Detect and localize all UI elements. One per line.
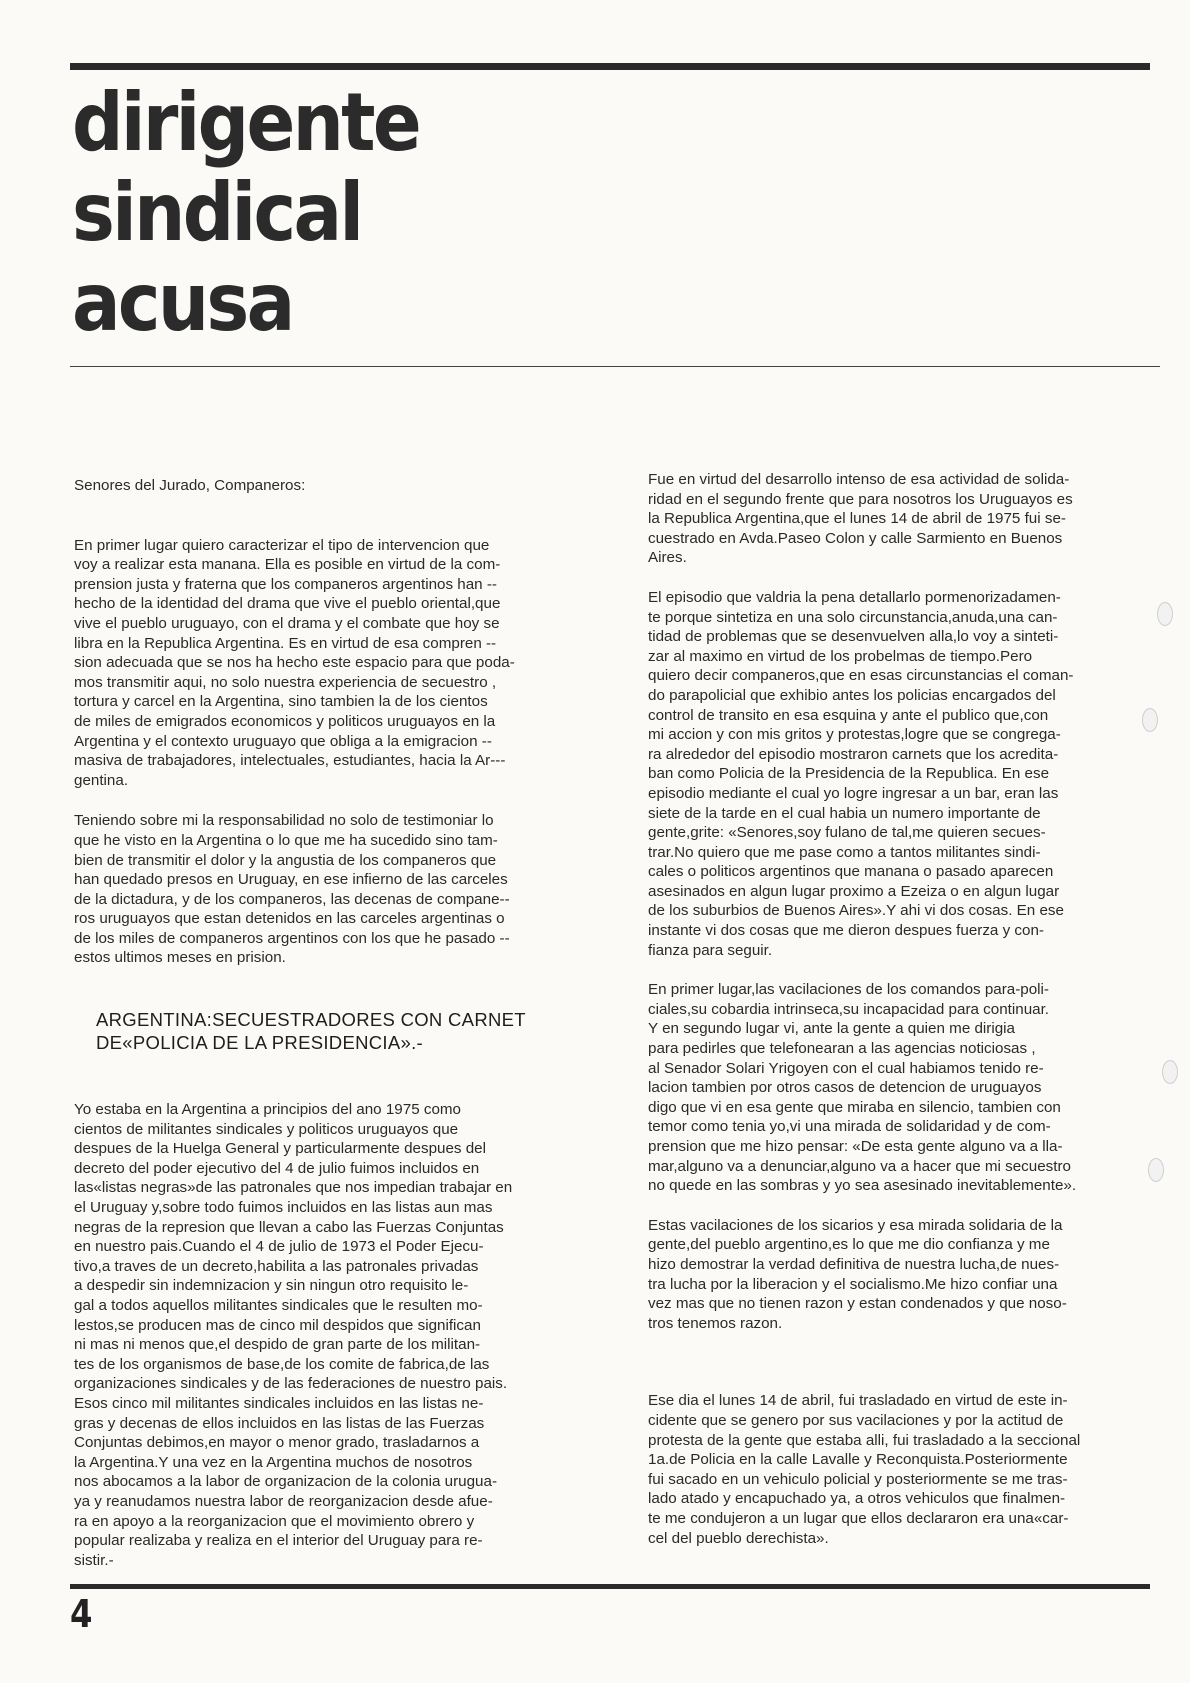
left-paragraph-1: En primer lugar quiero caracterizar el tipo de intervencion que voy a realizar esta manana. Ella es posible en virtud de la com- prension justa y fraterna que los companeros argentinos han -- hecho de la identidad del drama que vive el pueblo oriental,que vive el pueblo uruguayo, con el drama y el combate que hoy se libra en la Republica Argentina. Es en virtud de esa compren -- sion adecuada que se nos ha hecho este espacio para que poda- mos transmitir aqui, no solo nuestra experiencia de secuestro , tortura y carcel en la Argentina, sino tambien la de los cientos de miles de emigrados economicos y politicos uruguayos en la Argentina y el contexto uruguayo que obliga a la emigracion -- masiva de trabajadores, intelectuales, estudiantes, hacia la Ar--- gentina. (74, 536, 515, 789)
right-paragraph-5: Ese dia el lunes 14 de abril, fui trasladado en virtud de este in- cidente que se genero por sus vacilaciones y por la actitud de protesta de la gente que estaba alli, fui trasladado a la seccional 1a.de Policia en la calle Lavalle y Reconquista.Posteriormente fui sacado en un vehiculo policial y posteriormente se me tras- lado atado y encapuchado ya, a otros vehiculos que finalmen- te me condujeron a un lugar que ellos declararon era una«car- cel del pueblo derechista». (648, 1392, 1081, 1547)
headline (72, 78, 458, 348)
left-paragraph-2: Teniendo sobre mi la responsabilidad no solo de testimoniar lo que he visto en la Argentina o lo que me ha sucedido sino tam- bien de transmitir el dolor y la angustia de los companeros que han quedado presos en Uruguay, en ese infierno de las carceles de la dictadura, y de los companeros, las decenas de compane-- ros uruguayos que estan detenidos en las carceles argentinas o de los miles de companeros argentinos con los que he pasado -- estos ultimos meses en prision. (74, 812, 510, 967)
punch-hole (1162, 1060, 1178, 1084)
left-column (74, 476, 582, 1570)
top-rule (70, 63, 1150, 70)
right-column (648, 470, 1148, 1548)
left-paragraph-3: Yo estaba en la Argentina a principios del ano 1975 como cientos de militantes sindicales y politicos uruguayos que despues de la Huelga General y particularmente despues del decreto del poder ejecutivo del 4 de julio fuimos incluidos en las«listas negras»de las patronales que nos impedian trabajar en el Uruguay y,sobre todo fuimos incluidos en las listas aun mas negras de la represion que llevan a cabo las Fuerzas Conjuntas en nuestro pais.Cuando el 4 de julio de 1973 el Poder Ejecu- tivo,a traves de un decreto,habilita a las patronales privadas a despedir sin indemnizacion y sin ningun otro requisito le- gal a todos aquellos militantes sindicales que le resulten mo- lestos,se producen mas de cinco mil despidos que significan ni mas ni menos que,el despido de gran parte de los militan- tes de los organismos de base,de los comite de fabrica,de las organizaciones sindicales y de las federaciones de nuestro pais. Esos cinco mil militantes sindicales incluidos en las listas ne- gras y decenas de ellos incluidos en las listas de las Fuerzas Conjuntas debimos,en mayor o menor grado, trasladarnos a la Argentina.Y una vez en la Argentina muchos de nosotros nos abocamos a la labor de organizacion de la colonia urugua- ya y reanudamos nuestra labor de reorganizacion desde afue- ra en apoyo a la reorganizacion que el movimiento obrero y popular realizaba y realiza en el interior del Uruguay para re- sistir.- (74, 1101, 513, 1569)
right-paragraph-4: Estas vacilaciones de los sicarios y esa mirada solidaria de la gente,del pueblo argentino,es lo que me dio confianza y me hizo demostrar la verdad definitiva de nuestra lucha,de nues- tra lucha por la liberacion y el socialismo.Me hizo confiar una vez mas que no tienen razon y estan condenados y que noso- tros tenemos razon. (648, 1216, 1067, 1332)
bottom-rule (70, 1584, 1150, 1589)
page-number: 4 (70, 1592, 93, 1636)
section-subheading: ARGENTINA:SECUESTRADORES CON CARNET DE«POLICIA DE LA PRESIDENCIA».- (96, 1009, 526, 1054)
headline-line-3: acusa (72, 256, 293, 349)
right-paragraph-1: Fue en virtud del desarrollo intenso de esa actividad de solida- ridad en el segundo frente que para nosotros los Uruguayos es la Republica Argentina,que el lunes 14 de abril de 1975 fui se- cuestrado en Avda.Paseo Colon y calle Sarmiento en Buenos Aires. (648, 471, 1073, 567)
headline-line-1: dirigente (72, 76, 419, 169)
salutation: Senores del Jurado, Companeros: (74, 477, 306, 494)
right-paragraph-2: El episodio que valdria la pena detallarlo pormenorizadamen- te porque sintetiza en una solo circunstancia,anuda,una can- tidad de problemas que se desenvuelven alla,lo voy a sinteti- zar al maximo en virtud de los probelmas de tiempo.Pero quiero decir companeros,que en esas circunstancias el coman- do parapolicial que exhibio antes los policias encargados del control de transito en esa esquina y ante el publico que,con mi accion y con mis gritos y protestas,logre que se congrega- ra alrededor del episodio mostraron carnets que los acredita- ban como Policia de la Presidencia de la Republica. En ese episodio mediante el cual yo logre ingresar a un bar, eran las siete de la tarde en el cual habia un numero importante de gente,grite: «Senores,soy fulano de tal,me quieren secues- trar.No quiero que me pase como a tantos militantes sindi- cales o politicos argentinos que manana o pasado aparecen asesinados en algun lugar proximo a Ezeiza o en algun lugar de los suburbios de Buenos Aires».Y ahi vi dos cosas. En ese instante vi dos cosas que me dieron despues fuerza y con- fianza para seguir. (648, 588, 1074, 959)
punch-hole (1157, 602, 1173, 626)
headline-divider (70, 366, 1160, 367)
punch-hole (1142, 708, 1158, 732)
right-paragraph-3: En primer lugar,las vacilaciones de los comandos para-poli- ciales,su cobardia intrinseca,su incapacidad para continuar. Y en segundo lugar vi, ante la gente a quien me dirigia para pedirles que telefonearan a las agencias noticiosas , al Senador Solari Yrigoyen con el cual habiamos tenido re- lacion tambien por otros casos de detencion de uruguayos digo que vi en esa gente que miraba en silencio, tambien con temor como tenia yo,vi una mirada de solidaridad y de com- prension que me hizo pensar: «De esta gente alguno va a lla- mar,alguno va a denunciar,alguno va a hacer que mi secuestro no quede en las sombras y yo sea asesinado inevitablemente». (648, 981, 1077, 1195)
headline-line-2: sindical (72, 166, 362, 259)
punch-hole (1148, 1158, 1164, 1182)
